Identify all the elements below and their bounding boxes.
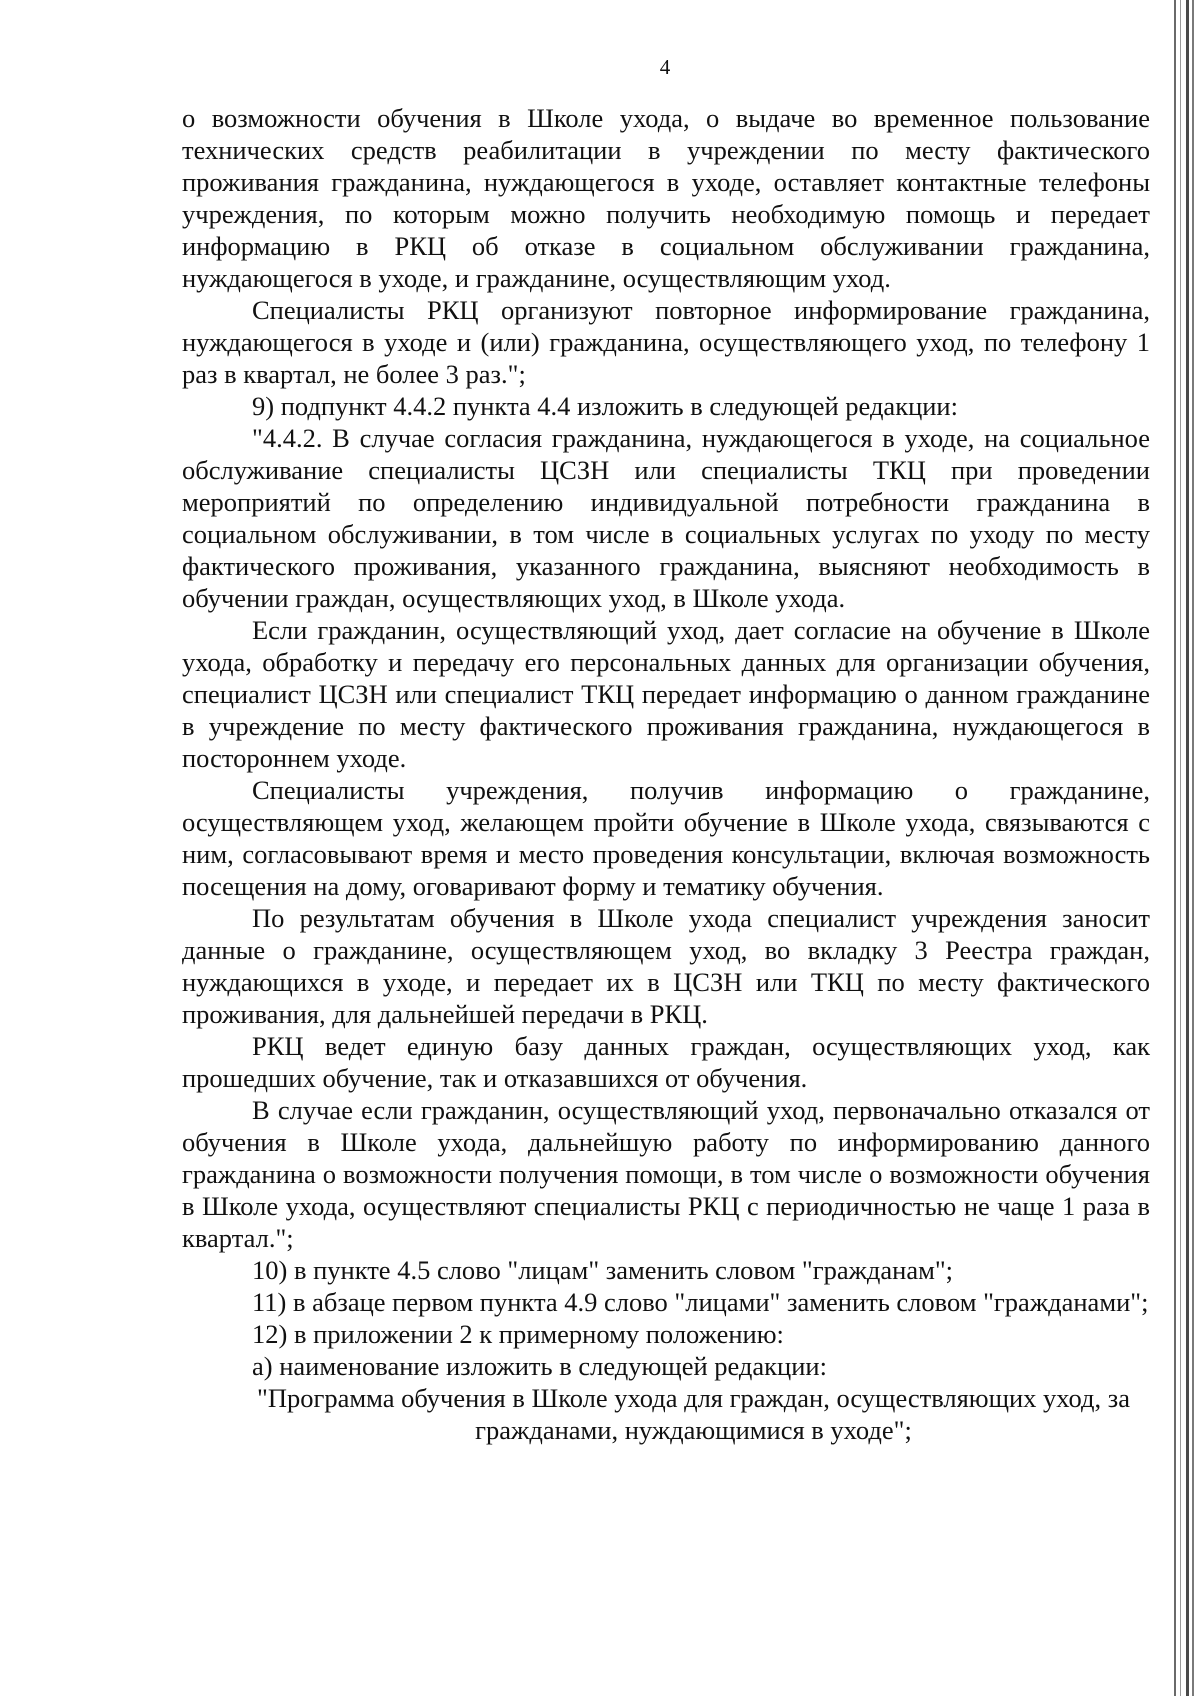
paragraph: В случае если гражданин, осуществляющий уход, первоначально отказался от обучения в Школе ухода, дальнейшую работу по информированию данного гражданина о возможности получения помощи, в том числе о возможности обучения в Школе ухода, осуществляют специалисты РКЦ с периодичностью не чаще 1 раза в квартал."; [182,1095,1150,1253]
paragraph: а) наименование изложить в следующей редакции: [252,1351,827,1381]
paragraph: Специалисты учреждения, получив информацию о гражданине, осуществляющем уход, желающем пройти обучение в Школе ухода, связываются с ним, согласовывают время и место проведения консультации, включая возможность посещения на дому, оговаривают форму и тематику обучения. [182,775,1150,901]
page-number: 4 [659,55,671,79]
paragraph: 9) подпункт 4.4.2 пункта 4.4 изложить в следующей редакции: [252,391,958,421]
paragraph: 12) в приложении 2 к примерному положению: [252,1319,784,1349]
scan-edge-line [1174,0,1176,1696]
paragraph: Если гражданин, осуществляющий уход, дает согласие на обучение в Школе ухода, обработку и передачу его персональных данных для организации обучения, специалист ЦСЗН или специалист ТКЦ передает информацию о данном гражданине в учреждение по месту фактического проживания гражданина, нуждающегося в постороннем уходе. [182,615,1150,773]
document-body [182,102,1150,1446]
scan-edge-line [1180,0,1181,1696]
scan-edge-line [1186,0,1189,1696]
paragraph: По результатам обучения в Школе ухода специалист учреждения заносит данные о гражданине, осуществляющем уход, во вкладку 3 Реестра граждан, нуждающихся в уходе, и передает их в ЦСЗН или ТКЦ по месту фактического проживания, для дальнейшей передачи в РКЦ. [182,903,1150,1029]
paragraph: 10) в пункте 4.5 слово "лицам" заменить словом "гражданам"; [252,1255,954,1285]
scan-edge-line [1192,0,1194,1696]
paragraph: Специалисты РКЦ организуют повторное информирование гражданина, нуждающегося в уходе и (или) гражданина, осуществляющего уход, по телефону 1 раз в квартал, не более 3 раз."; [182,295,1150,389]
quoted-title: "Программа обучения в Школе ухода для граждан, осуществляющих уход, за гражданами, нуждающимися в уходе"; [257,1383,1130,1445]
paragraph: 11) в абзаце первом пункта 4.9 слово "лицами" заменить словом "гражданами"; [252,1287,1149,1317]
paragraph: "4.4.2. В случае согласия гражданина, нуждающегося в уходе, на социальное обслуживание специалисты ЦСЗН или специалисты ТКЦ при проведении мероприятий по определению индивидуальной потребности гражданина в социальном обслуживании, в том числе в социальных услугах по уходу по месту фактического проживания, указанного гражданина, выясняют необходимость в обучении граждан, осуществляющих уход, в Школе ухода. [182,423,1150,613]
paragraph: РКЦ ведет единую базу данных граждан, осуществляющих уход, как прошедших обучение, так и отказавшихся от обучения. [182,1031,1150,1093]
paragraph: о возможности обучения в Школе ухода, о выдаче во временное пользование технических средств реабилитации в учреждении по месту фактического проживания гражданина, нуждающегося в уходе, оставляет контактные телефоны учреждения, по которым можно получить необходимую помощь и передает информацию в РКЦ об отказе в социальном обслуживании гражданина, нуждающегося в уходе, и гражданине, осуществляющим уход. [182,103,1150,293]
